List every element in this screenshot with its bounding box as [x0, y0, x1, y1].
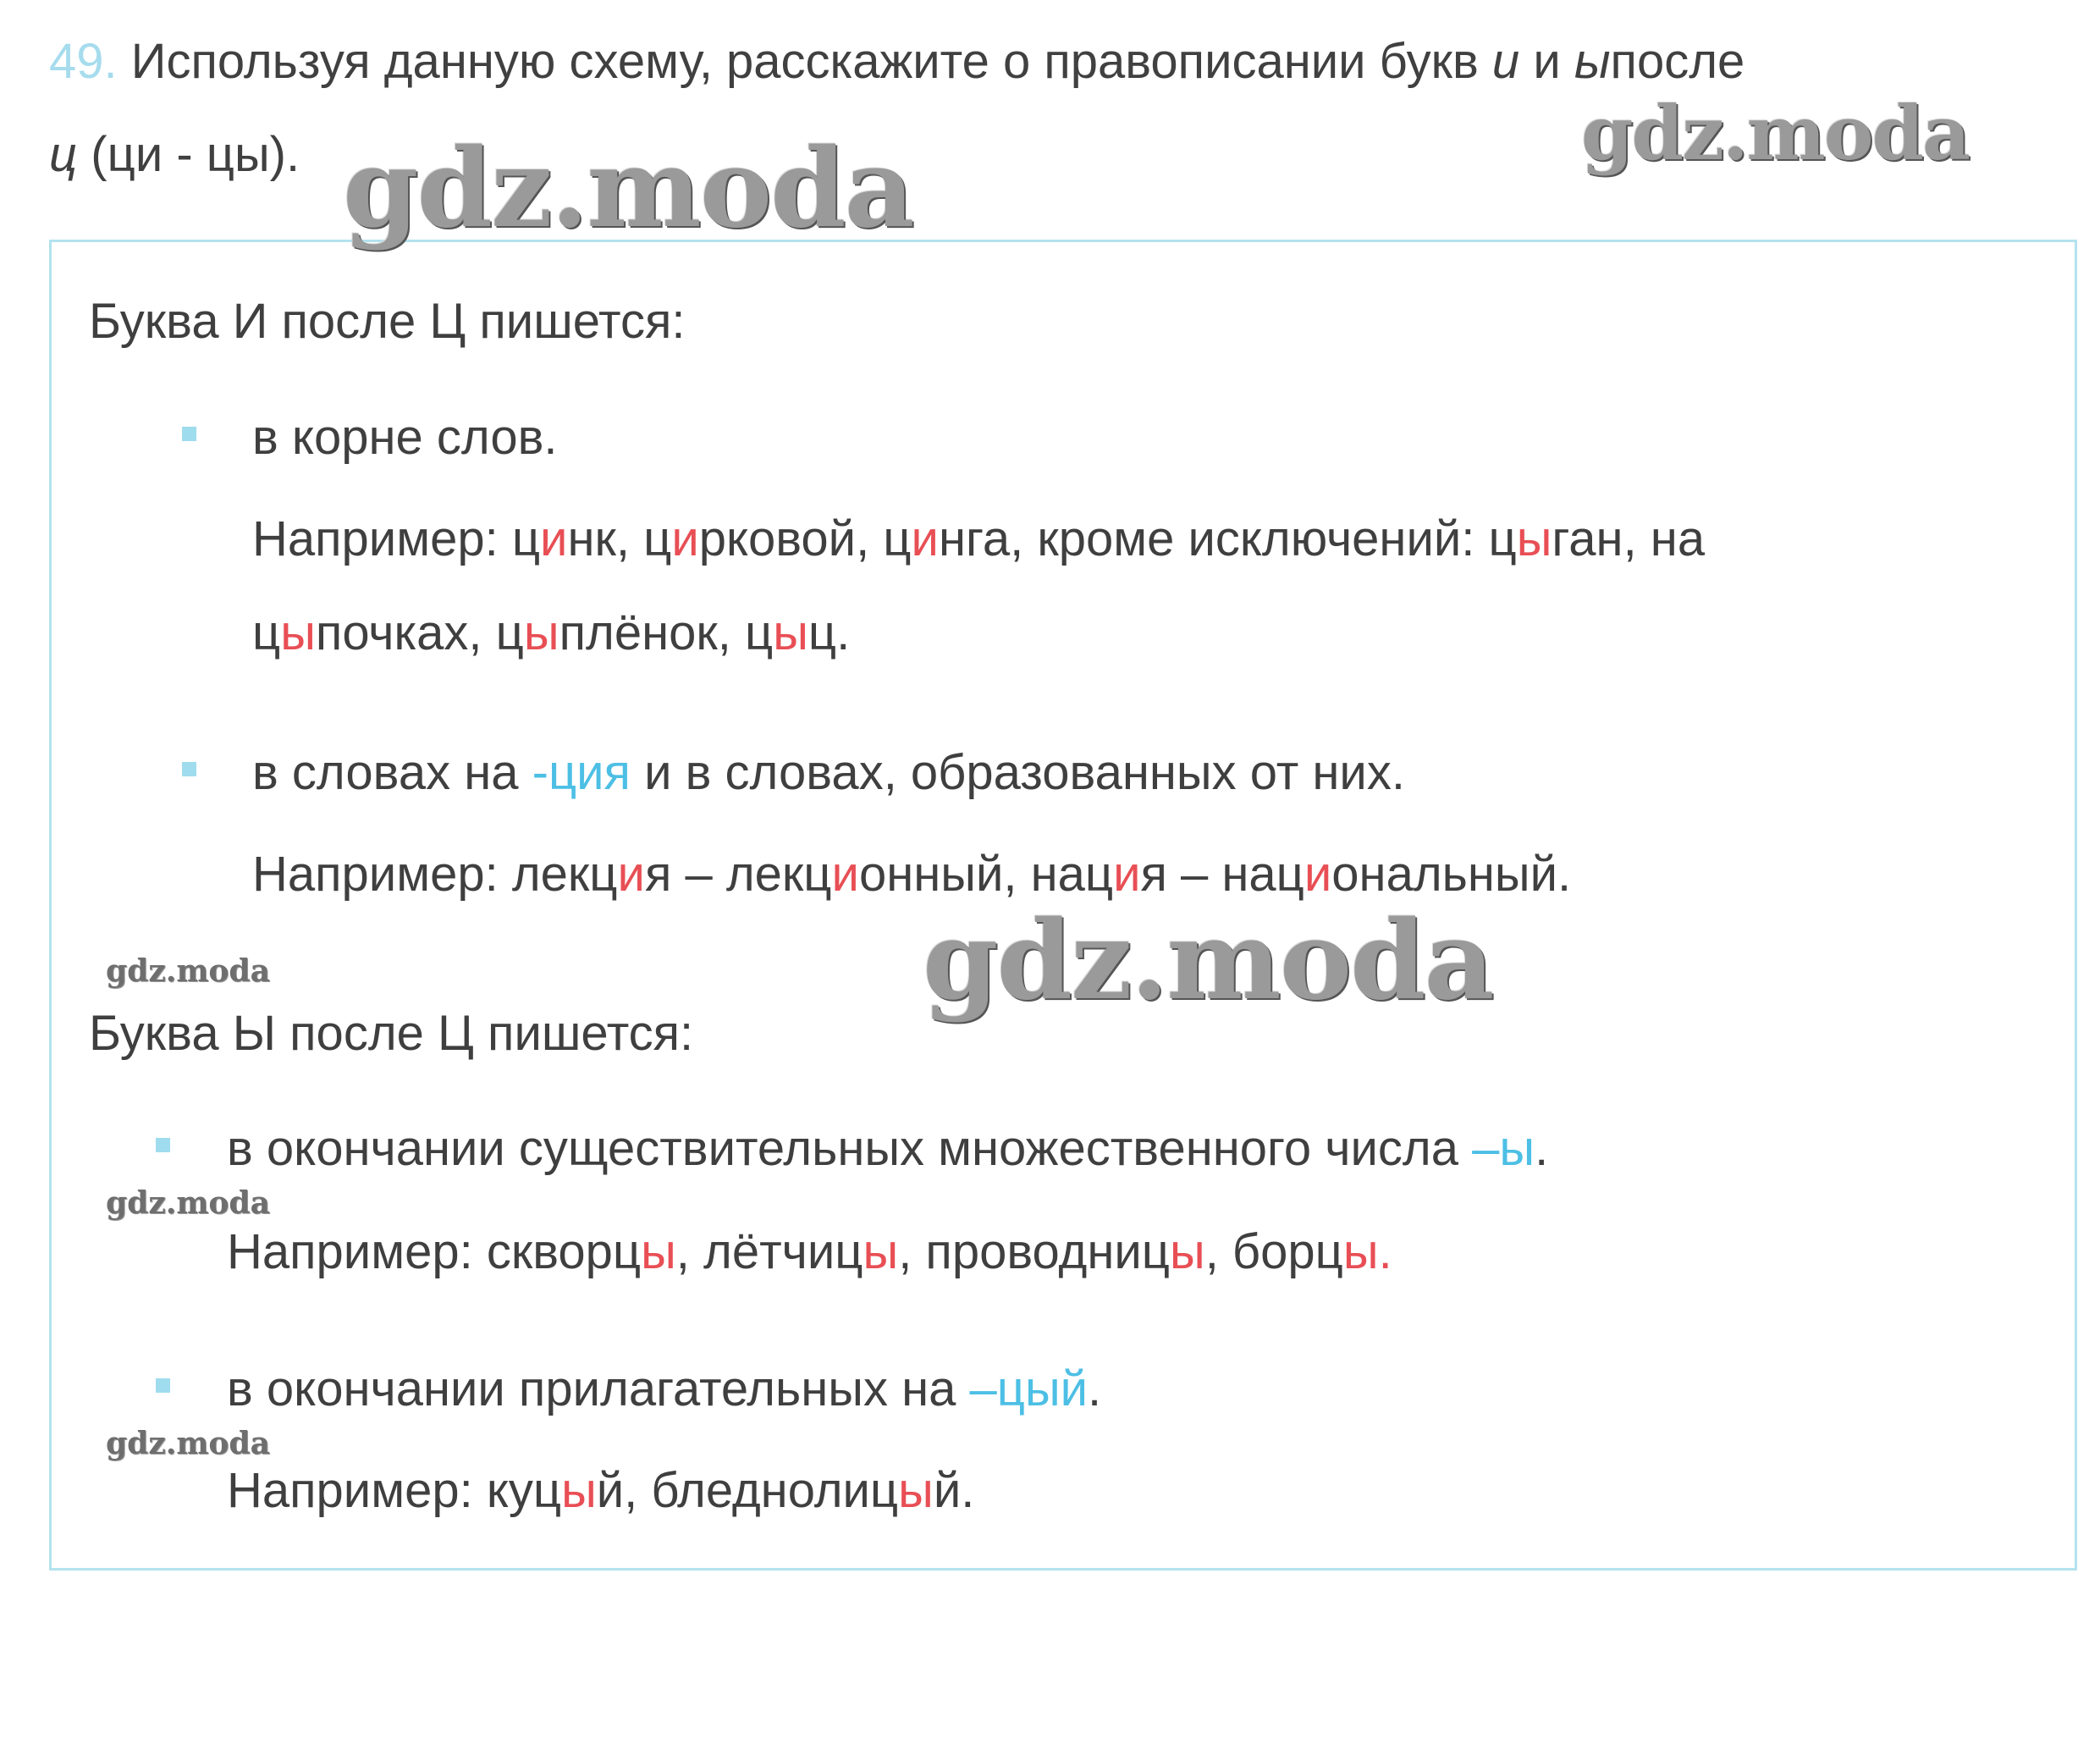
section-i-example-2: Например: лекция – лекционный, нация – национальный.: [252, 847, 1572, 902]
section-y-example-2: Например: куцый, бледнолицый.: [227, 1463, 975, 1518]
section-y-rule-2: в окончании прилагательных на –цый.: [227, 1361, 1102, 1416]
task-after: после: [1610, 34, 1745, 89]
task-letter-y: ы: [1574, 34, 1611, 89]
task-conj: и: [1533, 34, 1561, 89]
bullet-square-icon: [156, 1378, 170, 1393]
task-line-2: [49, 125, 300, 185]
bullet-square-icon: [156, 1138, 170, 1152]
watermark-logo: gdz.moda: [106, 1185, 270, 1221]
bullet-square-icon: [182, 762, 196, 776]
section-i-example-1-line-2: цыпочках, цыплёнок, цыц.: [252, 605, 851, 660]
section-i-rule-1: в корне слов.: [252, 410, 558, 465]
bullet-square-icon: [182, 427, 196, 441]
watermark-logo: gdz.moda: [106, 1426, 270, 1461]
watermark-logo: gdz.moda: [923, 897, 1493, 1024]
task-number: 49.: [49, 34, 118, 89]
section-i-heading: Буква И после Ц пишется:: [89, 294, 686, 349]
section-i-rule-2: в словах на -ция и в словах, образованных от них.: [252, 745, 1405, 800]
task-text: Используя данную схему, расскажите о правописании букв: [130, 34, 1479, 89]
section-y-rule-1: в окончании существительных множественного числа –ы.: [227, 1121, 1549, 1176]
task-letter-ts: ц: [49, 127, 78, 182]
section-y-example-1: Например: скворцы, лётчицы, проводницы, борцы.: [227, 1224, 1392, 1279]
watermark-logo: gdz.moda: [1581, 89, 1970, 177]
task-line-1: [49, 32, 1744, 91]
watermark-logo: gdz.moda: [343, 125, 913, 252]
watermark-logo: gdz.moda: [106, 953, 270, 989]
task-letter-i: и: [1491, 34, 1520, 89]
task-line2-rest: (ци - цы).: [91, 127, 300, 182]
section-y-heading: Буква Ы после Ц пишется:: [89, 1006, 694, 1061]
section-i-example-1-line-1: Например: цинк, цирковой, цинга, кроме исключений: цыган, на: [252, 511, 1706, 566]
